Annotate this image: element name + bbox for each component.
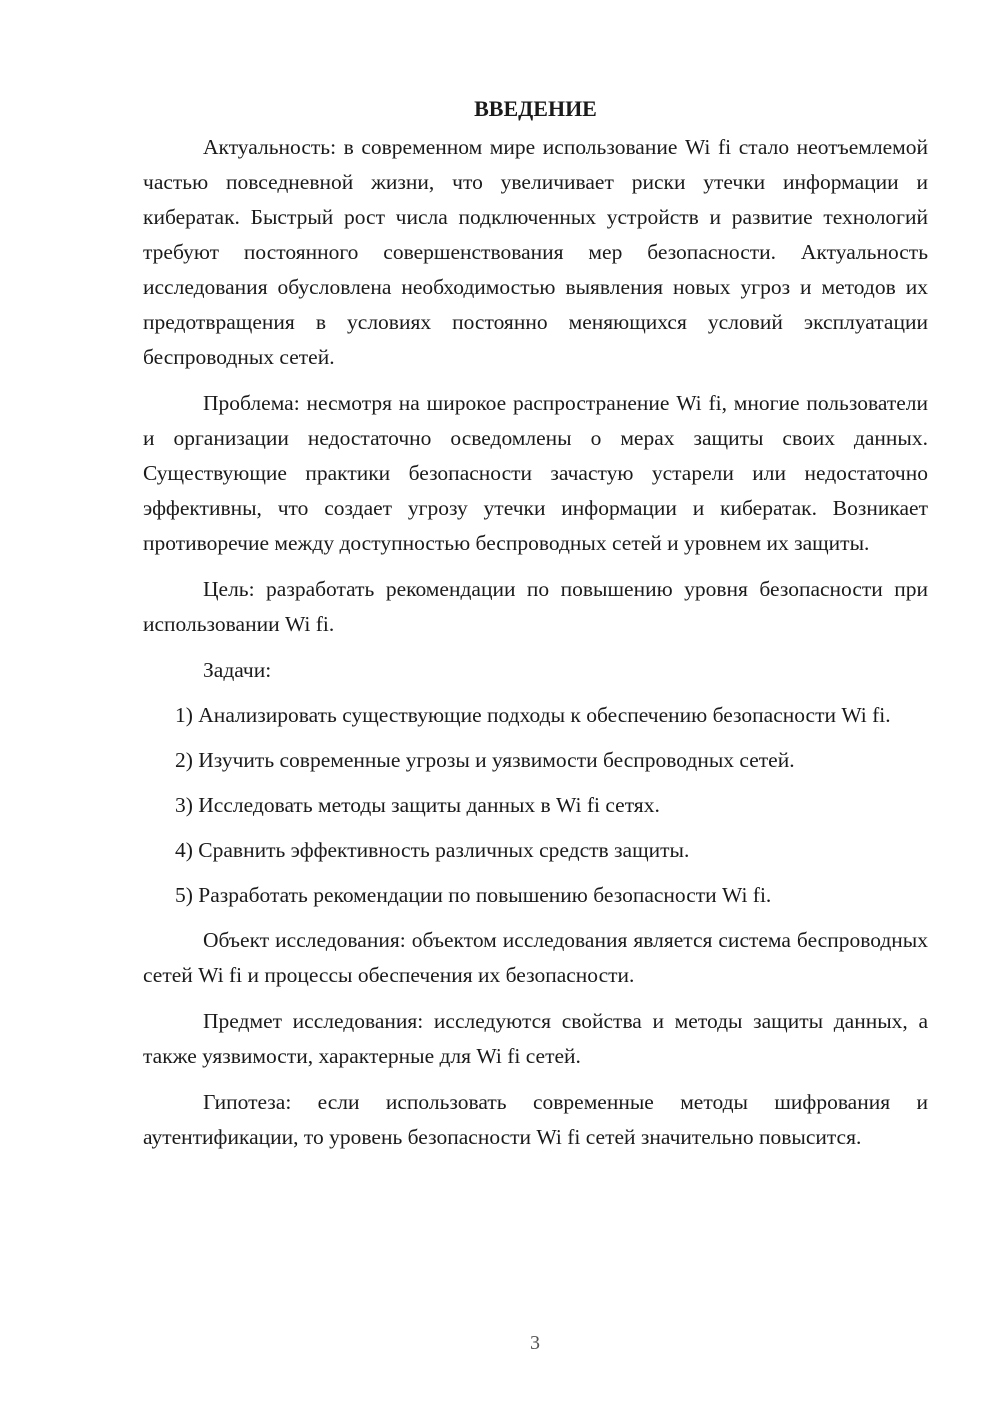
paragraph-relevance: Актуальность: в современном мире использование Wi fi стало неотъемлемой частью повседневной жизни, что увеличивает риски утечки информации и кибератак. Быстрый рост числа подключенных устройств и развитие технологий требуют постоянного совершенствования мер безопасности. Актуальность исследования обусловлена необходимостью выявления новых угроз и методов их предотвращения в условиях постоянно меняющихся условий эксплуатации беспроводных сетей. — [143, 135, 928, 369]
task-item: 2) Изучить современные угрозы и уязвимости беспроводных сетей. — [175, 748, 795, 772]
document-page — [143, 92, 928, 1166]
paragraph-goal: Цель: разработать рекомендации по повышению уровня безопасности при использовании Wi fi. — [143, 577, 928, 636]
task-item: 5) Разработать рекомендации по повышению безопасности Wi fi. — [175, 883, 772, 907]
task-item: 3) Исследовать методы защиты данных в Wi fi сетях. — [175, 793, 660, 817]
task-item: 4) Сравнить эффективность различных средств защиты. — [175, 838, 690, 862]
page-title: ВВЕДЕНИЕ — [474, 96, 597, 121]
tasks-heading: Задачи: — [203, 658, 272, 682]
paragraph-hypothesis: Гипотеза: если использовать современные методы шифрования и аутентификации, то уровень безопасности Wi fi сетей значительно повысится. — [143, 1090, 928, 1149]
paragraph-object: Объект исследования: объектом исследования является система беспроводных сетей Wi fi и процессы обеспечения их безопасности. — [143, 928, 928, 987]
paragraph-problem: Проблема: несмотря на широкое распространение Wi fi, многие пользователи и организации недостаточно осведомлены о мерах защиты своих данных. Существующие практики безопасности зачастую устарели или недостаточно эффективны, что создает угрозу утечки информации и кибератак. Возникает противоречие между доступностью беспроводных сетей и уровнем их защиты. — [143, 391, 928, 555]
task-item: 1) Анализировать существующие подходы к обеспечению безопасности Wi fi. — [175, 703, 891, 727]
paragraph-subject: Предмет исследования: исследуются свойства и методы защиты данных, а также уязвимости, характерные для Wi fi сетей. — [143, 1009, 928, 1068]
page-number: 3 — [530, 1332, 540, 1354]
